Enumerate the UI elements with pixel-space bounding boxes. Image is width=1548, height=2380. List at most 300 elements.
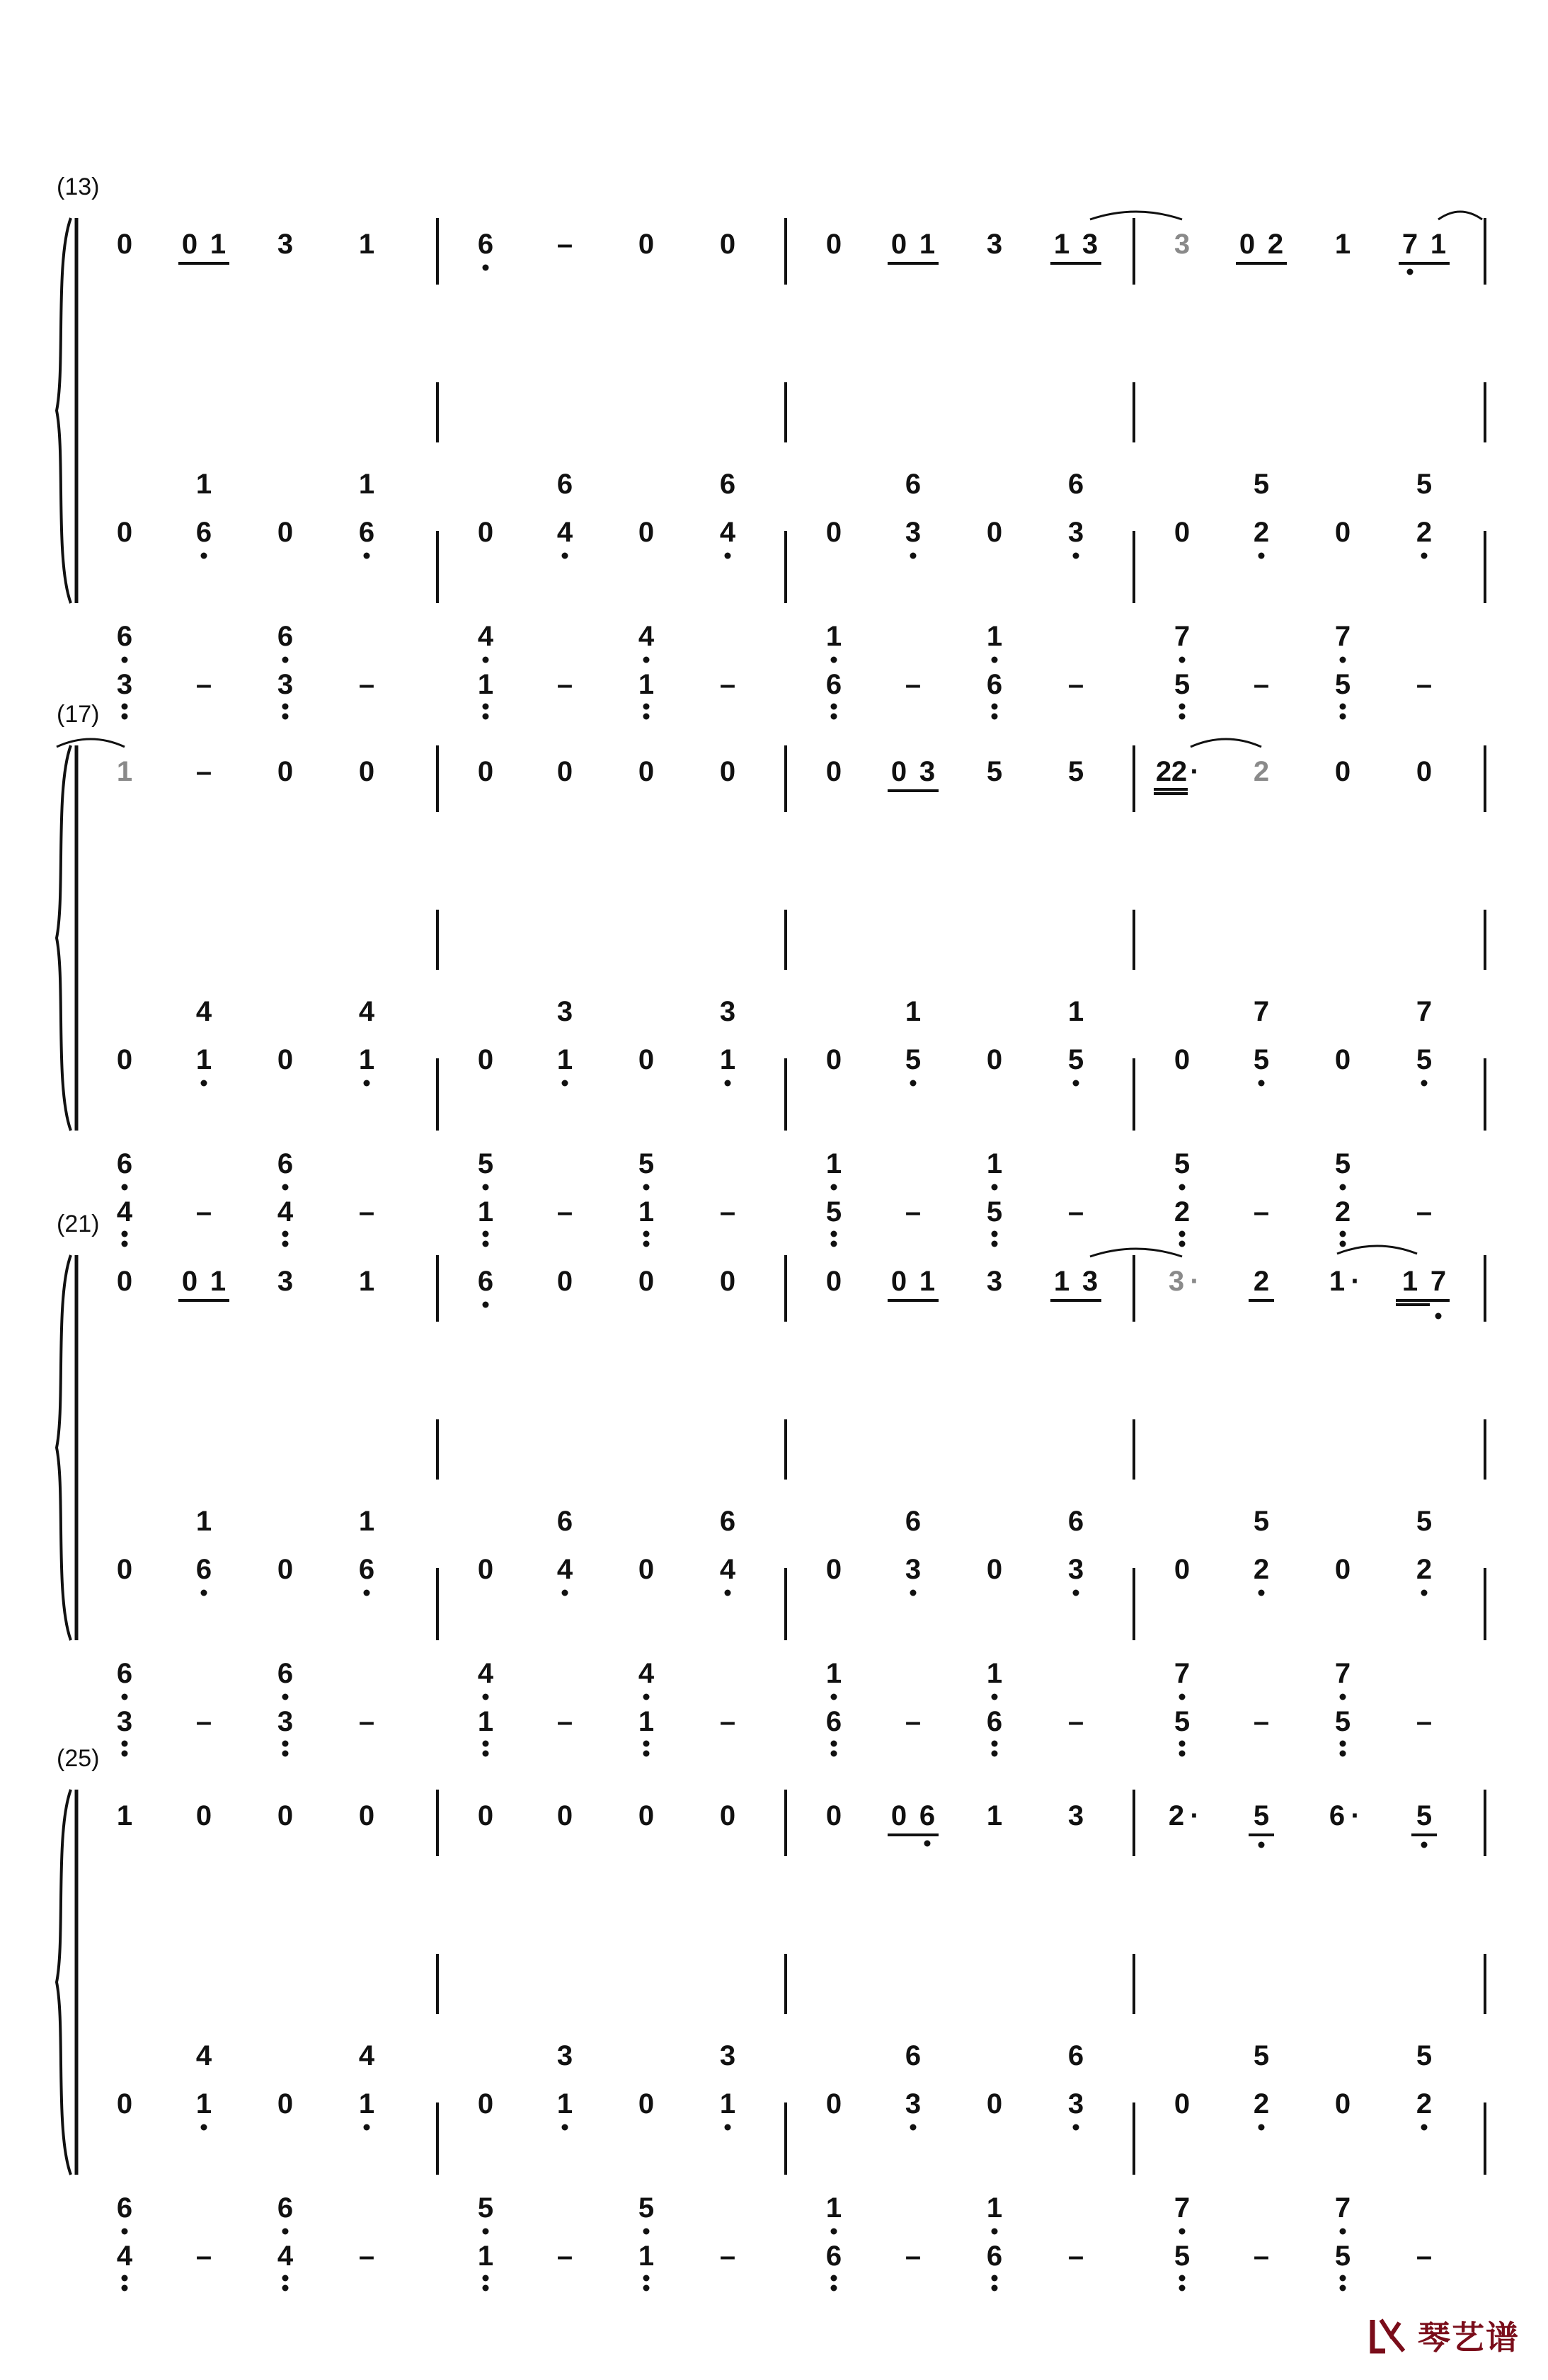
bass-dash: –: [195, 1706, 212, 1737]
chord-upper-note: 6: [719, 469, 736, 500]
middle-note: 0: [116, 1044, 133, 1075]
low-octave-dot: [122, 1741, 128, 1747]
melody-note: 0: [181, 229, 198, 260]
melody-note: 0: [556, 1800, 573, 1831]
bass-dash: –: [358, 1196, 375, 1228]
low-octave-dot: [1340, 1184, 1346, 1191]
bass-dash: –: [905, 1196, 922, 1228]
middle-note: 0: [477, 2088, 494, 2119]
chord-upper-note: 1: [905, 996, 922, 1027]
low-octave-dot: [643, 704, 650, 710]
middle-note: 0: [638, 1044, 655, 1075]
low-octave-dot: [1340, 1751, 1346, 1757]
bass-lower-note: 1: [477, 1196, 494, 1228]
bass-lower-note: 5: [1334, 669, 1351, 700]
low-octave-dot: [643, 657, 650, 663]
middle-note: 0: [986, 2088, 1003, 2119]
low-octave-dot: [643, 1694, 650, 1700]
low-octave-dot: [1340, 1741, 1346, 1747]
middle-note: 0: [277, 2088, 294, 2119]
low-octave-dot: [992, 1231, 998, 1237]
middle-note: 0: [638, 2088, 655, 2119]
low-octave-dot: [122, 1184, 128, 1191]
low-octave-dot: [122, 714, 128, 720]
bass-dash: –: [1253, 669, 1270, 700]
bass-lower-note: 4: [277, 2241, 294, 2272]
melody-note: 1: [1334, 229, 1351, 260]
low-octave-dot: [562, 553, 568, 559]
logo-mark-icon: [1368, 2314, 1411, 2357]
low-octave-dot: [122, 704, 128, 710]
tie: [1438, 212, 1482, 219]
augmentation-dot: ·: [1190, 1800, 1200, 1831]
melody-note: 5: [986, 756, 1003, 787]
bass-upper-note: 1: [825, 621, 842, 652]
bass-dash: –: [1253, 2241, 1270, 2272]
melody-note: 2: [1171, 756, 1188, 787]
middle-note: 0: [1334, 1044, 1351, 1075]
melody-note: 0: [638, 1266, 655, 1297]
chord-lower-note: 3: [905, 1554, 922, 1585]
melody-note: 1: [919, 229, 936, 260]
low-octave-dot: [364, 1590, 370, 1596]
chord-upper-note: 6: [719, 1506, 736, 1537]
low-octave-dot: [122, 1694, 128, 1700]
chord-upper-note: 6: [905, 1506, 922, 1537]
melody-note: 0: [890, 756, 907, 787]
low-octave-dot: [1179, 1241, 1186, 1247]
low-octave-dot: [1179, 1184, 1186, 1191]
low-octave-dot: [1259, 1842, 1265, 1848]
bass-lower-note: 6: [986, 1706, 1003, 1737]
bass-upper-note: 7: [1174, 621, 1191, 652]
low-octave-dot: [483, 1751, 489, 1757]
low-octave-dot: [992, 1751, 998, 1757]
chord-upper-note: 6: [905, 469, 922, 500]
low-octave-dot: [1073, 553, 1079, 559]
low-octave-dot: [1073, 1080, 1079, 1087]
low-octave-dot: [122, 2285, 128, 2292]
low-octave-dot: [643, 2229, 650, 2235]
bass-lower-note: 2: [1334, 1196, 1351, 1228]
melody-note: 0: [195, 1800, 212, 1831]
melody-note: 0: [890, 229, 907, 260]
low-octave-dot: [1340, 1241, 1346, 1247]
melody-note: 2: [1267, 229, 1284, 260]
bass-dash: –: [1067, 1196, 1084, 1228]
melody-note: 3: [919, 756, 936, 787]
low-octave-dot: [910, 2124, 917, 2131]
low-octave-dot: [282, 714, 289, 720]
bass-upper-note: 4: [638, 1658, 655, 1689]
low-octave-dot: [910, 1080, 917, 1087]
low-octave-dot: [282, 2229, 289, 2235]
melody-note: 0: [1416, 756, 1433, 787]
augmentation-dot: ·: [1190, 756, 1200, 787]
chord-upper-note: 4: [195, 996, 212, 1027]
low-octave-dot: [1179, 1694, 1186, 1700]
chord-upper-note: 5: [1253, 2040, 1270, 2071]
melody-note: 3: [277, 1266, 294, 1297]
melody-note: 0: [719, 1800, 736, 1831]
low-octave-dot: [1421, 1080, 1428, 1087]
chord-upper-note: 3: [719, 996, 736, 1027]
low-octave-dot: [364, 2124, 370, 2131]
melody-note: 3: [1082, 229, 1099, 260]
bass-upper-note: 5: [638, 2192, 655, 2224]
chord-lower-note: 2: [1253, 2088, 1270, 2119]
melody-note: 1: [1053, 229, 1070, 260]
low-octave-dot: [725, 2124, 731, 2131]
bass-lower-note: 1: [638, 1196, 655, 1228]
low-octave-dot: [992, 1694, 998, 1700]
bass-lower-note: 5: [1174, 1706, 1191, 1737]
middle-note: 0: [986, 517, 1003, 548]
bass-upper-note: 4: [638, 621, 655, 652]
low-octave-dot: [483, 2275, 489, 2282]
bass-upper-note: 7: [1334, 1658, 1351, 1689]
melody-note: 0: [556, 756, 573, 787]
bass-lower-note: 2: [1174, 1196, 1191, 1228]
middle-note: 0: [277, 1044, 294, 1075]
bass-dash: –: [1067, 1706, 1084, 1737]
bass-dash: –: [358, 1706, 375, 1737]
bass-dash: –: [1416, 1196, 1433, 1228]
chord-upper-note: 4: [358, 2040, 375, 2071]
bass-upper-note: 5: [1174, 1148, 1191, 1179]
melody-note: 6: [477, 229, 494, 260]
low-octave-dot: [483, 1694, 489, 1700]
chord-lower-note: 6: [358, 1554, 375, 1585]
system-brace: [57, 745, 71, 1131]
melody-note: 0: [825, 229, 842, 260]
bass-dash: –: [719, 2241, 736, 2272]
low-octave-dot: [831, 714, 837, 720]
low-octave-dot: [282, 1184, 289, 1191]
low-octave-dot: [992, 714, 998, 720]
low-octave-dot: [282, 1241, 289, 1247]
melody-note: 5: [1067, 756, 1084, 787]
low-octave-dot: [831, 2285, 837, 2292]
chord-lower-note: 2: [1253, 517, 1270, 548]
melody-note: 6: [477, 1266, 494, 1297]
system-brace: [57, 1255, 71, 1640]
bass-lower-note: 4: [116, 1196, 133, 1228]
low-octave-dot: [1179, 714, 1186, 720]
melody-note: 1: [358, 229, 375, 260]
low-octave-dot: [1073, 2124, 1079, 2131]
middle-note: 0: [477, 1044, 494, 1075]
low-octave-dot: [1179, 1231, 1186, 1237]
bass-upper-note: 7: [1334, 2192, 1351, 2224]
chord-lower-note: 1: [358, 1044, 375, 1075]
low-octave-dot: [122, 1231, 128, 1237]
melody-note: 3: [277, 229, 294, 260]
low-octave-dot: [1435, 1313, 1442, 1320]
low-octave-dot: [483, 2285, 489, 2292]
chord-lower-note: 2: [1253, 1554, 1270, 1585]
melody-note: 2: [1253, 756, 1270, 787]
bass-dash: –: [719, 1196, 736, 1228]
chord-upper-note: 6: [1067, 1506, 1084, 1537]
melody-note: 0: [277, 756, 294, 787]
bass-lower-note: 1: [638, 1706, 655, 1737]
chord-lower-note: 4: [556, 517, 573, 548]
melody-note: 1: [986, 1800, 1003, 1831]
melody-note: 3: [1067, 1800, 1084, 1831]
melody-note: 0: [890, 1800, 907, 1831]
bass-upper-note: 6: [116, 621, 133, 652]
bass-upper-note: 1: [986, 2192, 1003, 2224]
low-octave-dot: [282, 2275, 289, 2282]
low-octave-dot: [725, 1080, 731, 1087]
melody-note: 0: [638, 756, 655, 787]
melody-note: 1: [210, 229, 227, 260]
melody-note: 6: [919, 1800, 936, 1831]
low-octave-dot: [282, 1751, 289, 1757]
middle-note: 0: [825, 517, 842, 548]
bass-upper-note: 4: [477, 621, 494, 652]
middle-note: 0: [477, 517, 494, 548]
chord-lower-note: 1: [719, 2088, 736, 2119]
low-octave-dot: [483, 1184, 489, 1191]
chord-lower-note: 2: [1416, 2088, 1433, 2119]
bass-dash: –: [358, 669, 375, 700]
low-octave-dot: [725, 1590, 731, 1596]
melody-note: 5: [1253, 1800, 1270, 1831]
system-2: [57, 701, 1485, 1247]
melody-note: 1: [919, 1266, 936, 1297]
bass-upper-note: 1: [986, 1148, 1003, 1179]
bass-upper-note: 6: [277, 2192, 294, 2224]
low-octave-dot: [831, 1741, 837, 1747]
bass-upper-note: 1: [825, 2192, 842, 2224]
low-octave-dot: [201, 553, 207, 559]
bass-upper-note: 6: [116, 1658, 133, 1689]
low-octave-dot: [992, 2275, 998, 2282]
low-octave-dot: [562, 2124, 568, 2131]
low-octave-dot: [122, 657, 128, 663]
low-octave-dot: [992, 1741, 998, 1747]
bass-upper-note: 4: [477, 1658, 494, 1689]
bass-dash: –: [1416, 1706, 1433, 1737]
bass-dash: –: [195, 1196, 212, 1228]
low-octave-dot: [643, 1231, 650, 1237]
low-octave-dot: [1340, 1694, 1346, 1700]
bass-dash: –: [1253, 1196, 1270, 1228]
melody-note: 0: [358, 756, 375, 787]
chord-lower-note: 4: [556, 1554, 573, 1585]
low-octave-dot: [483, 714, 489, 720]
bass-lower-note: 1: [477, 669, 494, 700]
measure-number: (13): [57, 173, 100, 200]
bass-dash: –: [195, 669, 212, 700]
low-octave-dot: [831, 657, 837, 663]
low-octave-dot: [282, 1231, 289, 1237]
low-octave-dot: [1340, 704, 1346, 710]
tie: [1090, 1249, 1182, 1257]
bass-lower-note: 5: [986, 1196, 1003, 1228]
low-octave-dot: [1407, 269, 1414, 275]
tie: [1191, 739, 1261, 747]
chord-upper-note: 6: [1067, 2040, 1084, 2071]
melody-note: 0: [719, 756, 736, 787]
middle-note: 0: [638, 1554, 655, 1585]
low-octave-dot: [643, 1184, 650, 1191]
bass-upper-note: 6: [277, 1148, 294, 1179]
low-octave-dot: [562, 1080, 568, 1087]
melody-note: –: [556, 229, 573, 260]
low-octave-dot: [643, 1751, 650, 1757]
measure-number: (25): [57, 1745, 100, 1772]
low-octave-dot: [282, 704, 289, 710]
bass-lower-note: 5: [1174, 2241, 1191, 2272]
bass-upper-note: 7: [1334, 621, 1351, 652]
low-octave-dot: [201, 1590, 207, 1596]
low-octave-dot: [1421, 553, 1428, 559]
melody-note: 0: [825, 756, 842, 787]
chord-upper-note: 4: [195, 2040, 212, 2071]
low-octave-dot: [1340, 1231, 1346, 1237]
bass-lower-note: 3: [277, 1706, 294, 1737]
low-octave-dot: [1073, 1590, 1079, 1596]
melody-note: 1: [358, 1266, 375, 1297]
low-octave-dot: [643, 1241, 650, 1247]
low-octave-dot: [483, 1231, 489, 1237]
chord-lower-note: 5: [1067, 1044, 1084, 1075]
chord-lower-note: 1: [195, 2088, 212, 2119]
low-octave-dot: [992, 1184, 998, 1191]
low-octave-dot: [643, 2285, 650, 2292]
bass-dash: –: [358, 2241, 375, 2272]
chord-lower-note: 6: [358, 517, 375, 548]
chord-upper-note: 5: [1416, 1506, 1433, 1537]
melody-note: 1: [1430, 229, 1447, 260]
low-octave-dot: [831, 1231, 837, 1237]
bass-dash: –: [1416, 669, 1433, 700]
bass-upper-note: 5: [1334, 1148, 1351, 1179]
low-octave-dot: [282, 1694, 289, 1700]
bass-lower-note: 3: [116, 1706, 133, 1737]
bass-upper-note: 6: [116, 1148, 133, 1179]
bass-upper-note: 5: [477, 2192, 494, 2224]
bass-dash: –: [1416, 2241, 1433, 2272]
middle-note: 0: [277, 517, 294, 548]
low-octave-dot: [483, 265, 489, 271]
low-octave-dot: [364, 553, 370, 559]
bass-lower-note: 5: [1334, 2241, 1351, 2272]
chord-lower-note: 4: [719, 1554, 736, 1585]
bass-upper-note: 7: [1174, 1658, 1191, 1689]
augmentation-dot: ·: [1351, 1800, 1360, 1831]
melody-note: 3: [986, 1266, 1003, 1297]
middle-note: 0: [986, 1044, 1003, 1075]
melody-note: 0: [1334, 756, 1351, 787]
middle-note: 0: [1334, 1554, 1351, 1585]
low-octave-dot: [122, 1241, 128, 1247]
middle-note: 0: [825, 2088, 842, 2119]
melody-note: 0: [825, 1266, 842, 1297]
low-octave-dot: [483, 704, 489, 710]
low-octave-dot: [992, 2229, 998, 2235]
low-octave-dot: [831, 2275, 837, 2282]
low-octave-dot: [992, 704, 998, 710]
low-octave-dot: [1179, 657, 1186, 663]
bass-dash: –: [719, 669, 736, 700]
chord-upper-note: 6: [556, 469, 573, 500]
bass-lower-note: 1: [477, 1706, 494, 1737]
bass-dash: –: [1067, 669, 1084, 700]
logo-text: 琴艺谱: [1418, 2318, 1520, 2357]
low-octave-dot: [992, 1241, 998, 1247]
low-octave-dot: [364, 1080, 370, 1087]
middle-note: 0: [1334, 517, 1351, 548]
middle-note: 0: [1174, 2088, 1191, 2119]
chord-lower-note: 4: [719, 517, 736, 548]
low-octave-dot: [924, 1841, 931, 1847]
melody-note: 0: [181, 1266, 198, 1297]
melody-note: 0: [116, 1266, 133, 1297]
middle-note: 0: [1174, 517, 1191, 548]
low-octave-dot: [1179, 2229, 1186, 2235]
bass-upper-note: 6: [277, 1658, 294, 1689]
low-octave-dot: [483, 1241, 489, 1247]
bass-lower-note: 6: [825, 2241, 842, 2272]
chord-upper-note: 1: [195, 1506, 212, 1537]
melody-note: 2: [1155, 756, 1172, 787]
tie: [1337, 1246, 1417, 1254]
bass-dash: –: [719, 1706, 736, 1737]
low-octave-dot: [831, 704, 837, 710]
melody-note: 5: [1416, 1800, 1433, 1831]
bass-dash: –: [1067, 2241, 1084, 2272]
bass-upper-note: 6: [277, 621, 294, 652]
low-octave-dot: [910, 1590, 917, 1596]
low-octave-dot: [562, 1590, 568, 1596]
bass-upper-note: 1: [986, 1658, 1003, 1689]
bass-upper-note: 5: [638, 1148, 655, 1179]
melody-note: 3: [1174, 229, 1191, 260]
low-octave-dot: [992, 657, 998, 663]
chord-upper-note: 4: [358, 996, 375, 1027]
bass-upper-note: 7: [1174, 2192, 1191, 2224]
chord-lower-note: 6: [195, 1554, 212, 1585]
melody-note: 0: [719, 229, 736, 260]
melody-note: 0: [477, 756, 494, 787]
middle-note: 0: [277, 1554, 294, 1585]
system-1: [57, 173, 1485, 720]
chord-lower-note: 1: [195, 1044, 212, 1075]
chord-upper-note: 6: [905, 2040, 922, 2071]
bass-lower-note: 1: [638, 2241, 655, 2272]
chord-lower-note: 3: [905, 2088, 922, 2119]
low-octave-dot: [1259, 1590, 1265, 1596]
low-octave-dot: [1259, 1080, 1265, 1087]
chord-upper-note: 6: [1067, 469, 1084, 500]
melody-note: 0: [638, 229, 655, 260]
middle-note: 0: [477, 1554, 494, 1585]
bass-lower-note: 6: [825, 1706, 842, 1737]
melody-note: 3: [986, 229, 1003, 260]
low-octave-dot: [1340, 714, 1346, 720]
chord-lower-note: 1: [556, 2088, 573, 2119]
middle-note: 0: [825, 1554, 842, 1585]
low-octave-dot: [1179, 1751, 1186, 1757]
system-3: [57, 1211, 1485, 1757]
bass-upper-note: 1: [825, 1658, 842, 1689]
melody-note: 0: [358, 1800, 375, 1831]
chord-lower-note: 1: [556, 1044, 573, 1075]
